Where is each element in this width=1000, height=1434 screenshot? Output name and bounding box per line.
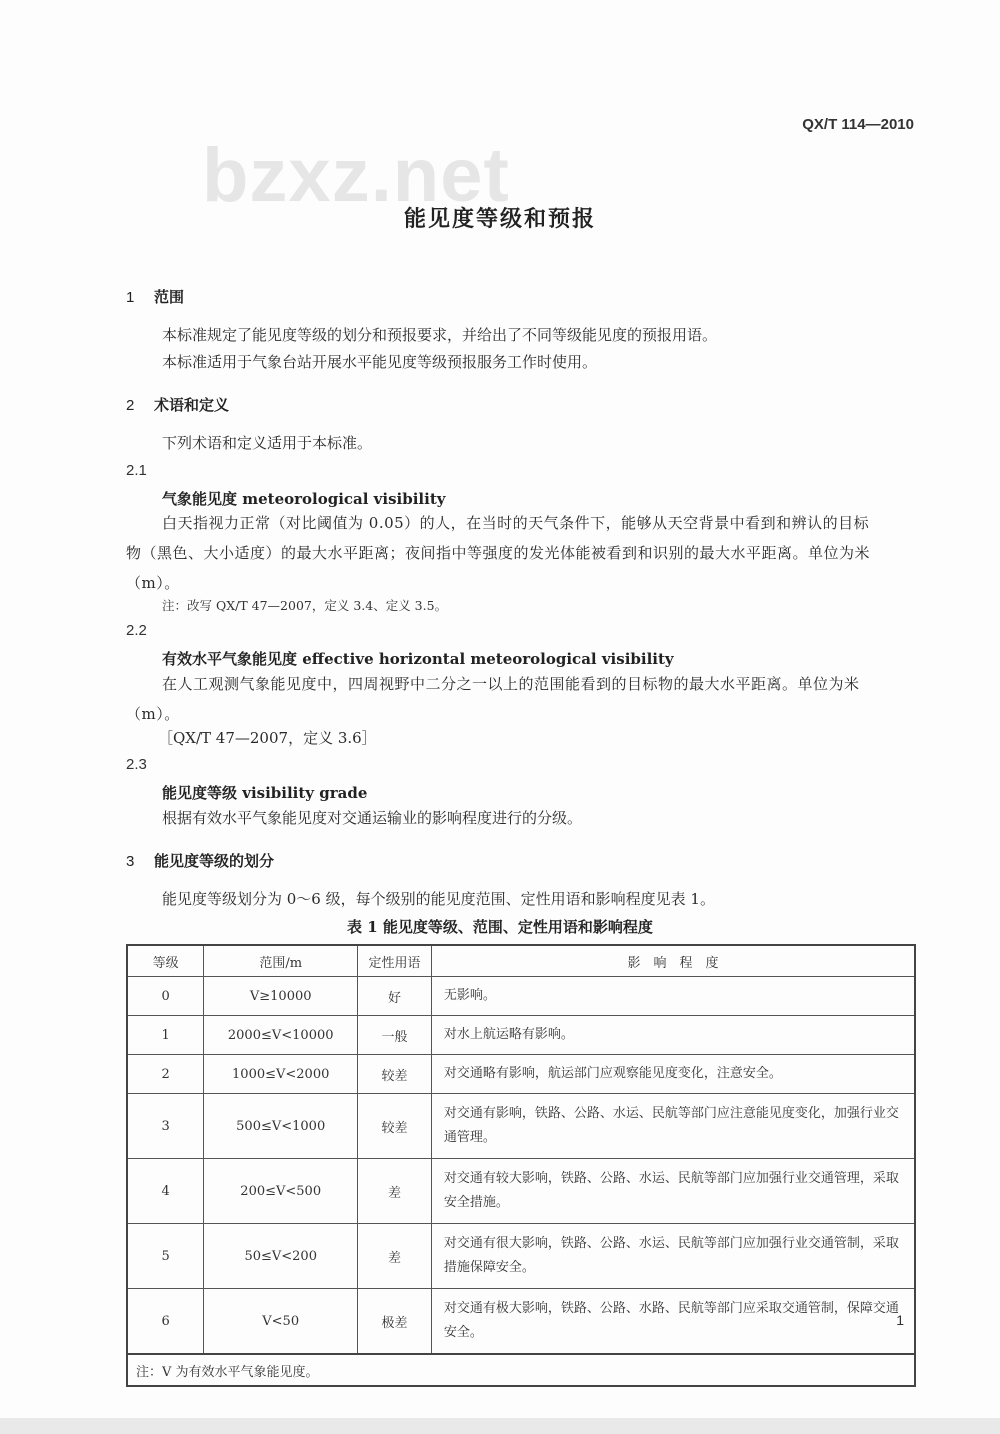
grade-cell: 1 — [127, 1016, 204, 1055]
section-number: 2 — [126, 397, 135, 414]
paragraph: 本标准规定了能见度等级的划分和预报要求，并给出了不同等级能见度的预报用语。 — [162, 326, 718, 344]
grade-cell: 6 — [127, 1289, 204, 1355]
grade-cell: 3 — [127, 1094, 204, 1159]
visibility-grade-table — [126, 944, 916, 1387]
impact-cell: 对交通有极大影响，铁路、公路、水路、民航等部门应采取交通管制，保障交通安全。 — [431, 1289, 915, 1355]
standard-number: QX/T 114—2010 — [802, 116, 914, 133]
section-title: 能见度等级的划分 — [154, 852, 275, 870]
term-definition: 根据有效水平气象能见度对交通运输业的影响程度进行的分级。 — [162, 809, 583, 827]
term-cell: 好 — [358, 977, 432, 1016]
impact-cell: 对交通略有影响，航运部门应观察能见度变化，注意安全。 — [431, 1055, 915, 1094]
column-header: 范围/m — [204, 945, 358, 977]
section-number: 3 — [126, 853, 135, 870]
range-cell: 500≤V<1000 — [204, 1094, 358, 1159]
term-cell: 差 — [358, 1159, 432, 1224]
grade-cell: 5 — [127, 1224, 204, 1289]
table-caption: 表 1 能见度等级、范围、定性用语和影响程度 — [347, 918, 653, 936]
term-cell: 一般 — [358, 1016, 432, 1055]
table-row — [127, 1159, 915, 1224]
document-title: 能见度等级和预报 — [403, 206, 596, 232]
impact-cell: 对交通有影响，铁路、公路、水运、民航等部门应注意能见度变化，加强行业交通管理。 — [431, 1094, 915, 1159]
range-cell: 1000≤V<2000 — [204, 1055, 358, 1094]
table-row — [127, 1094, 915, 1159]
term-source: ［QX/T 47—2007，定义 3.6］ — [158, 729, 377, 747]
term-cell: 较差 — [358, 1094, 432, 1159]
section-1-heading — [126, 286, 184, 307]
term-definition: 在人工观测气象能见度中，四周视野中二分之一以上的范围能看到的目标物的最大水平距离。单位为米（m）。 — [126, 675, 860, 723]
column-header: 定性用语 — [358, 945, 432, 977]
table-row — [127, 1289, 915, 1355]
table-row — [127, 977, 915, 1016]
range-cell: 2000≤V<10000 — [204, 1016, 358, 1055]
term-heading: 气象能见度 meteorological visibility — [162, 490, 446, 508]
paragraph: 下列术语和定义适用于本标准。 — [162, 434, 373, 452]
column-header: 等级 — [127, 945, 204, 977]
term-heading: 能见度等级 visibility grade — [162, 784, 368, 802]
column-header: 影 响 程 度 — [431, 945, 915, 977]
impact-cell: 对交通有很大影响，铁路、公路、水运、民航等部门应加强行业交通管制，采取措施保障安全。 — [431, 1224, 915, 1289]
subsection-number: 2.3 — [126, 756, 147, 773]
grade-cell: 0 — [127, 977, 204, 1016]
section-2-heading — [126, 394, 229, 415]
term-definition: 白天指视力正常（对比阈值为 0.05）的人，在当时的天气条件下，能够从天空背景中看到和辨认的目标物（黑色、大小适度）的最大水平距离；夜间指中等强度的发光体能被看到和识别的最大水平距离。单位为米（m）。 — [126, 514, 871, 592]
term-cell: 较差 — [358, 1055, 432, 1094]
range-cell: V<50 — [204, 1289, 358, 1355]
section-title: 术语和定义 — [154, 396, 230, 414]
table-footnote-row — [127, 1354, 915, 1386]
impact-cell: 无影响。 — [431, 977, 915, 1016]
impact-cell: 对交通有较大影响，铁路、公路、水运、民航等部门应加强行业交通管理，采取安全措施。 — [431, 1159, 915, 1224]
section-number: 1 — [126, 289, 135, 306]
table-row — [127, 1016, 915, 1055]
term-cell: 极差 — [358, 1289, 432, 1355]
viewer-bottom-bar — [0, 1418, 1000, 1434]
term-cell: 差 — [358, 1224, 432, 1289]
range-cell: 200≤V<500 — [204, 1159, 358, 1224]
subsection-number: 2.1 — [126, 462, 147, 479]
watermark: bzxz.net — [202, 133, 510, 218]
page-number: 1 — [896, 1312, 904, 1328]
table-row — [127, 1224, 915, 1289]
grade-cell: 4 — [127, 1159, 204, 1224]
subsection-number: 2.2 — [126, 622, 147, 639]
impact-cell: 对水上航运略有影响。 — [431, 1016, 915, 1055]
section-title: 范围 — [154, 288, 185, 306]
paragraph: 本标准适用于气象台站开展水平能见度等级预报服务工作时使用。 — [162, 353, 598, 371]
table-row — [127, 1055, 915, 1094]
term-heading: 有效水平气象能见度 effective horizontal meteorological visibility — [162, 650, 674, 668]
section-3-heading — [126, 850, 274, 871]
note: 注：改写 QX/T 47—2007，定义 3.4、定义 3.5。 — [162, 598, 448, 613]
table-footnote: 注：V 为有效水平气象能见度。 — [127, 1354, 915, 1386]
range-cell: V≥10000 — [204, 977, 358, 1016]
table-header-row — [127, 945, 915, 977]
grade-cell: 2 — [127, 1055, 204, 1094]
range-cell: 50≤V<200 — [204, 1224, 358, 1289]
paragraph: 能见度等级划分为 0～6 级，每个级别的能见度范围、定性用语和影响程度见表 1。 — [162, 890, 715, 908]
